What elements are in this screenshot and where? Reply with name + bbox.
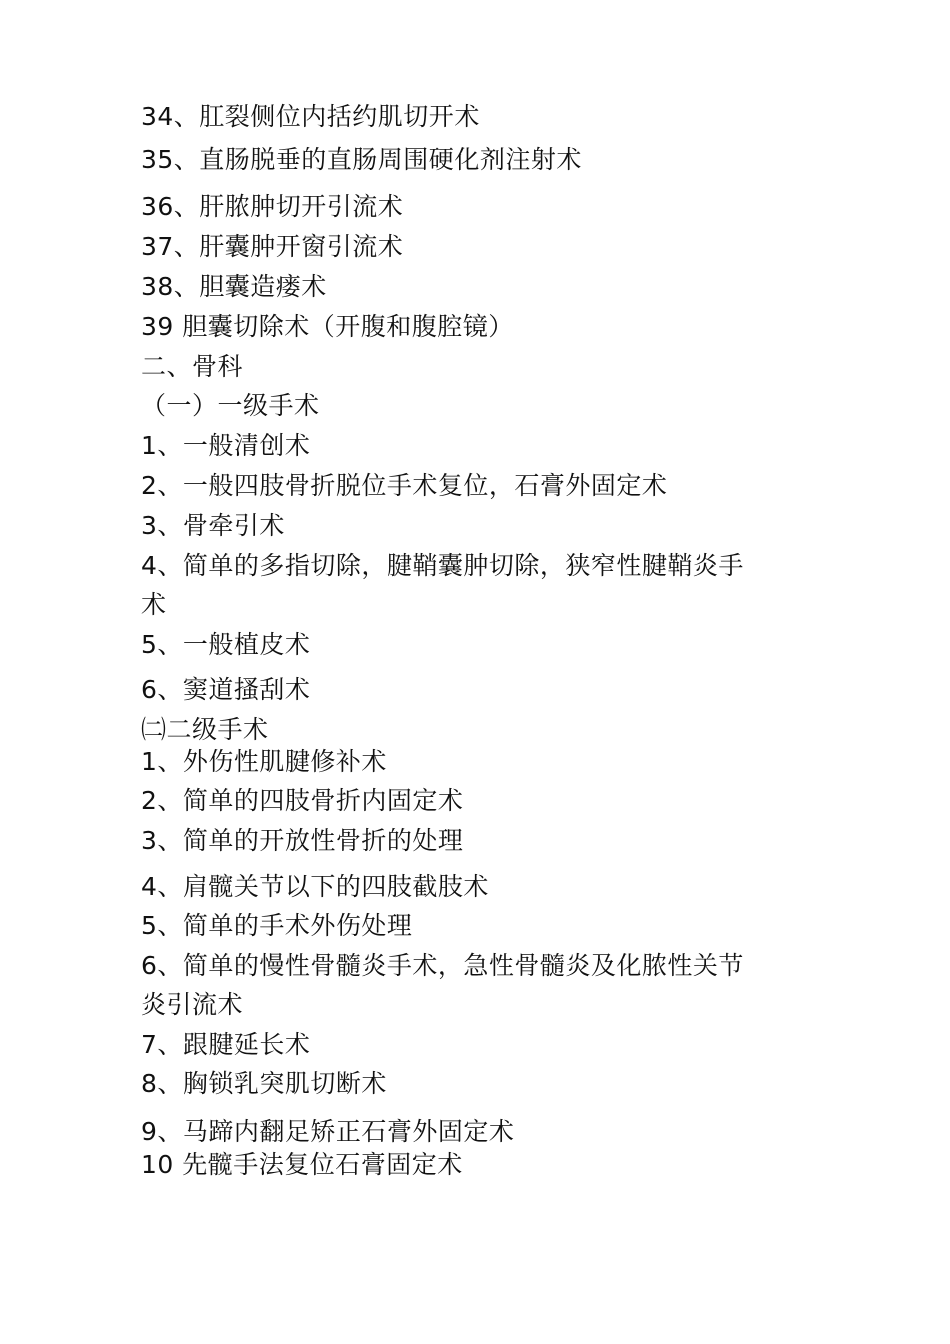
ortho-l2-item-1: 1、外伤性肌腱修补术 xyxy=(141,747,387,776)
item-37: 37、肝囊肿开窗引流术 xyxy=(141,232,404,261)
ortho-l1-item-4: 4、简单的多指切除，腱鞘囊肿切除，狭窄性腱鞘炎手 xyxy=(141,551,744,580)
ortho-l2-item-5: 5、简单的手术外伤处理 xyxy=(141,911,413,940)
ortho-l1-item-2: 2、一般四肢骨折脱位手术复位，石膏外固定术 xyxy=(141,471,668,500)
ortho-l1-item-4-continued: 术 xyxy=(141,590,167,619)
subsection-heading-level-2: ㈡二级手术 xyxy=(141,715,269,744)
ortho-l2-item-3: 3、简单的开放性骨折的处理 xyxy=(141,826,464,855)
ortho-l2-item-6-continued: 炎引流术 xyxy=(141,990,244,1019)
item-34: 34、肛裂侧位内括约肌切开术 xyxy=(141,102,480,131)
ortho-l1-item-1: 1、一般清创术 xyxy=(141,431,311,460)
ortho-l1-item-6: 6、窦道搔刮术 xyxy=(141,675,311,704)
ortho-l2-item-8: 8、胸锁乳突肌切断术 xyxy=(141,1069,387,1098)
ortho-l1-item-5: 5、一般植皮术 xyxy=(141,630,311,659)
section-heading-orthopedics: 二、骨科 xyxy=(141,352,244,381)
item-36: 36、肝脓肿切开引流术 xyxy=(141,192,404,221)
ortho-l1-item-3: 3、骨牵引术 xyxy=(141,511,285,540)
item-38: 38、胆囊造瘘术 xyxy=(141,272,327,301)
subsection-heading-level-1: （一）一级手术 xyxy=(141,391,320,420)
ortho-l2-item-9: 9、马蹄内翻足矫正石膏外固定术 xyxy=(141,1117,515,1146)
ortho-l2-item-7: 7、跟腱延长术 xyxy=(141,1030,311,1059)
ortho-l2-item-6: 6、简单的慢性骨髓炎手术，急性骨髓炎及化脓性关节 xyxy=(141,951,744,980)
item-35: 35、直肠脱垂的直肠周围硬化剂注射术 xyxy=(141,145,582,174)
ortho-l2-item-4: 4、肩髋关节以下的四肢截肢术 xyxy=(141,872,489,901)
item-39: 39 胆囊切除术（开腹和腹腔镜） xyxy=(141,312,514,341)
ortho-l2-item-2: 2、简单的四肢骨折内固定术 xyxy=(141,786,464,815)
ortho-l2-item-10: 10 先髋手法复位石膏固定术 xyxy=(141,1150,463,1179)
